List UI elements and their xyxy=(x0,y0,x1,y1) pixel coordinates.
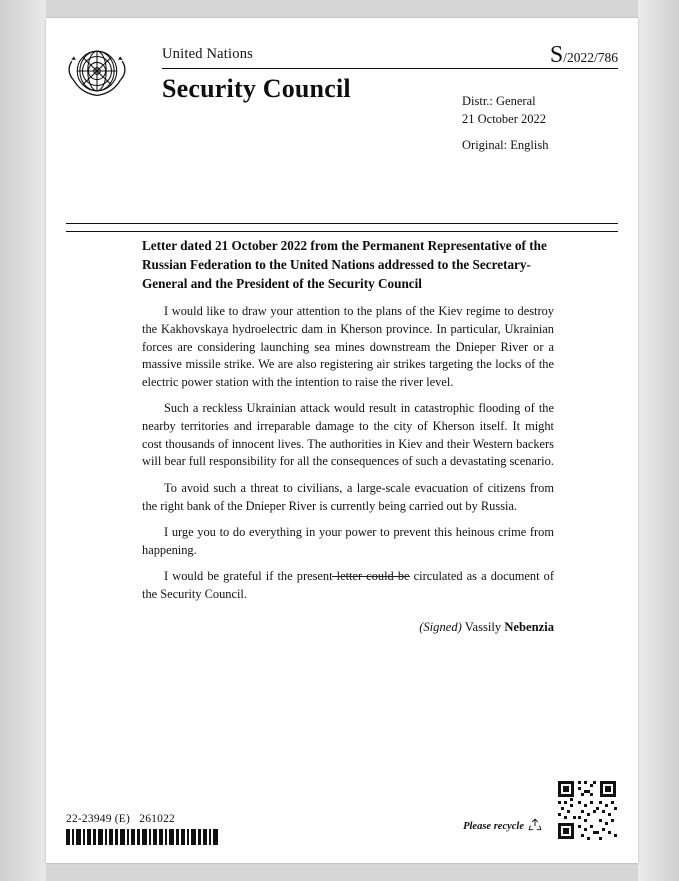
masthead-rule xyxy=(162,68,618,69)
letter-paragraph: Such a reckless Ukrainian attack would result in catastrophic flooding of the nearby territories and irreparable damage to the city of Kherson itself. It might cost thousands of innocent lives. The authorities in Kiev and their Western backers will bear full responsibility for all the consequences of such a devastating scenario. xyxy=(142,401,554,469)
distribution-block xyxy=(462,92,546,128)
barcode-icon xyxy=(66,829,220,845)
recycle-icon xyxy=(528,818,542,835)
signature-name: Vassily xyxy=(461,619,505,634)
scan-edge-right xyxy=(638,0,679,881)
signature-prefix: (Signed) xyxy=(419,619,462,634)
scan-edge-left xyxy=(0,0,46,881)
un-emblem-icon xyxy=(64,40,130,102)
original-language: Original: English xyxy=(462,138,549,152)
document-symbol-suffix: /2022/786 xyxy=(563,50,618,65)
document-symbol-prefix: S xyxy=(549,42,564,68)
signature-line xyxy=(142,620,554,635)
letter-body xyxy=(142,236,554,635)
body-rule-upper xyxy=(66,223,618,224)
recycle-note xyxy=(463,818,542,835)
date-code: 261022 xyxy=(139,813,175,825)
qr-code-icon xyxy=(556,779,618,841)
document-symbol xyxy=(550,42,618,69)
body-rule-lower xyxy=(66,231,618,232)
letter-paragraph: I would like to draw your attention to the plans of the Kiev regime to destroy the Kakhovskaya hydroelectric dam in Kherson province. In particular, Ukrainian forces are considering launching sea mines downstream the Dnieper River or a massive missile strike. We are also registering air strikes targeting the locks of the electric power station with the intention to raise the river level. xyxy=(142,304,554,389)
signature-surname: Nebenzia xyxy=(504,619,554,634)
scan-edge-bottom xyxy=(0,863,679,881)
scan-edge-top xyxy=(0,0,679,18)
council-title: Security Council xyxy=(162,74,351,103)
letter-paragraph: I urge you to do everything in your power to prevent this heinous crime from happening. xyxy=(142,525,554,557)
document-date: 21 October 2022 xyxy=(462,112,547,127)
job-number: 22-23949 (E) xyxy=(66,813,131,825)
recycle-label: Please recycle xyxy=(463,821,524,832)
paper-sheet xyxy=(46,18,638,863)
letter-paragraph: To avoid such a threat to civilians, a large-scale evacuation of citizens from the right bank of the Dnieper River is currently being carried out by Russia. xyxy=(142,480,554,513)
section-divider xyxy=(332,576,410,577)
distribution-label: Distr.: General xyxy=(462,94,536,108)
letter-paragraph: I would be grateful if the present letter could be circulated as a document of the Security Council. xyxy=(142,569,554,601)
footer-job-code xyxy=(66,813,175,825)
organization-name: United Nations xyxy=(162,46,253,62)
letter-title: Letter dated 21 October 2022 from the Permanent Representative of the Russian Federation to the United Nations addressed to the Secretary-General and the President of the Security Council xyxy=(142,238,547,292)
